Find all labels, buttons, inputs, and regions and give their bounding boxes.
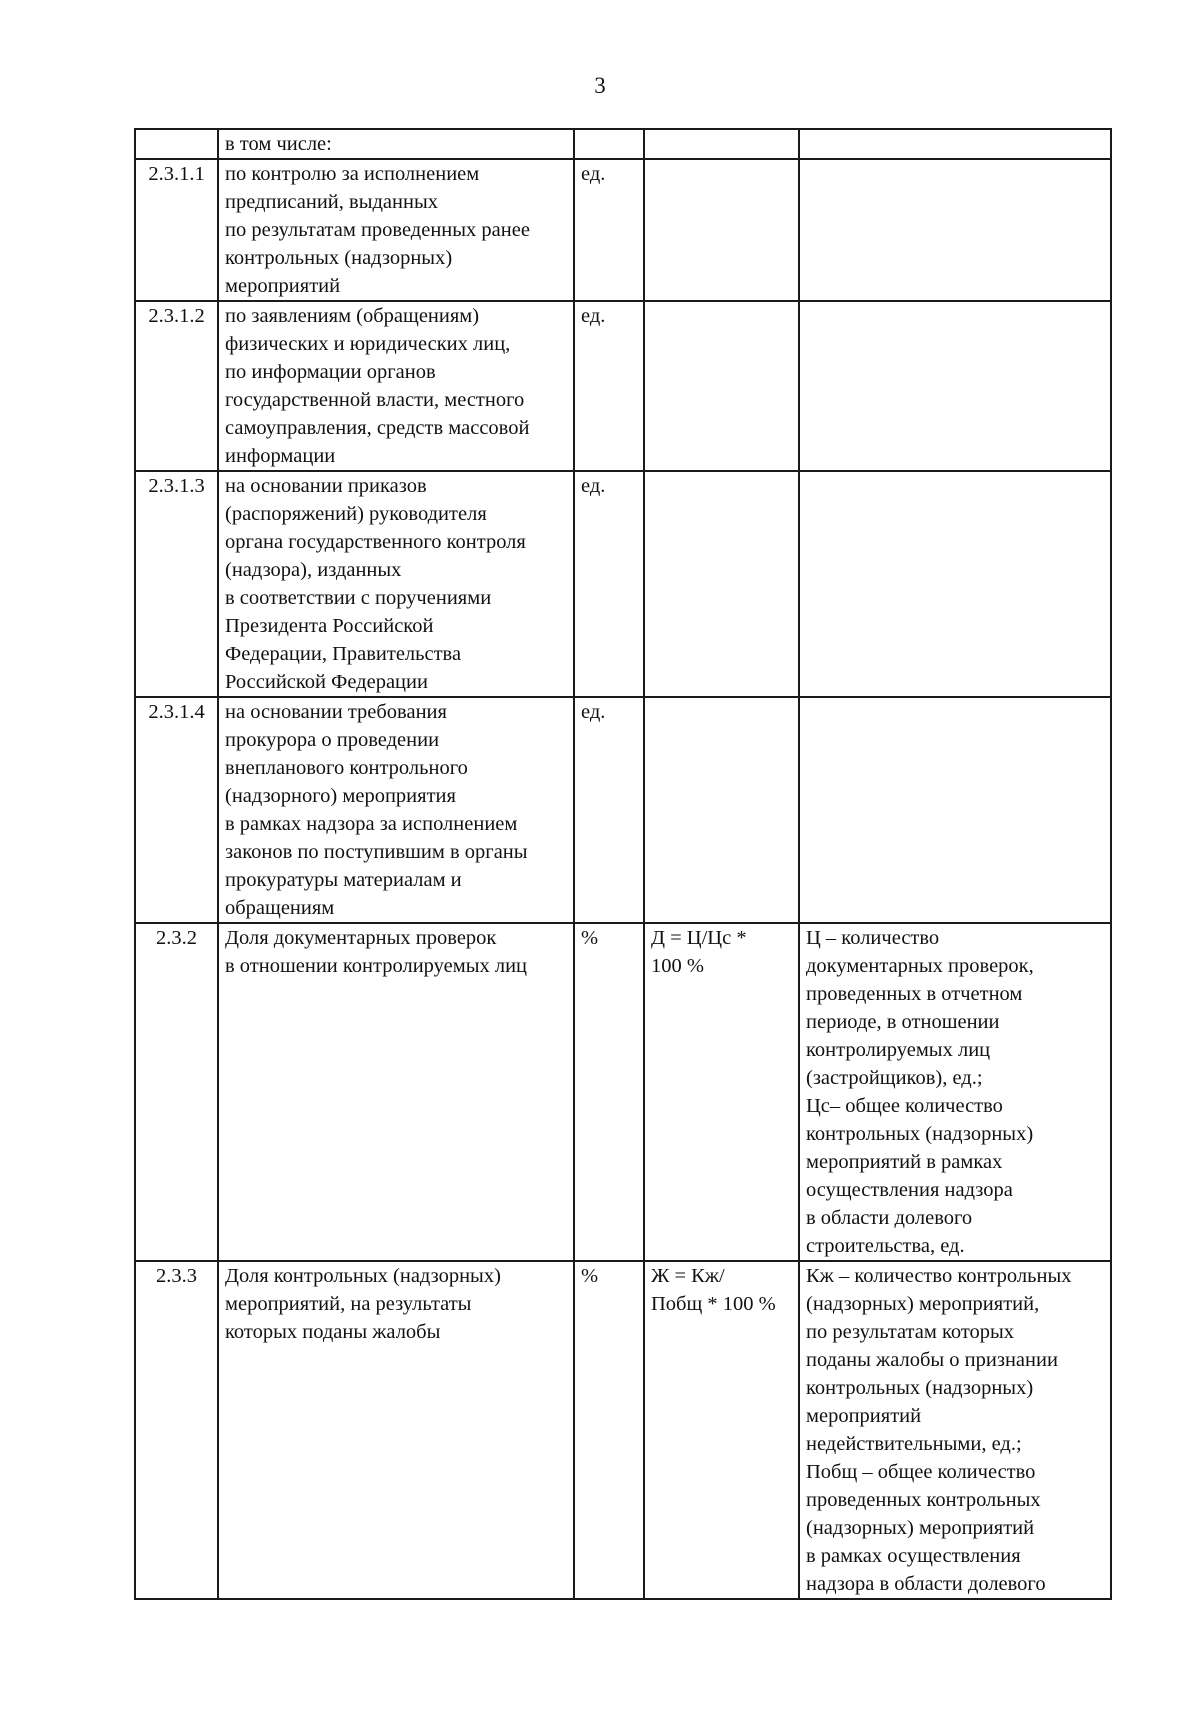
row-number-cell: 2.3.3: [135, 1261, 218, 1599]
table-row: [135, 159, 1111, 301]
formula-cell: Д = Ц/Цс * 100 %: [644, 923, 799, 1261]
unit-cell: ед.: [574, 697, 644, 923]
formula-cell: [644, 159, 799, 301]
page-number: 3: [594, 73, 606, 98]
unit-cell: ед.: [574, 159, 644, 301]
formula-cell: [644, 471, 799, 697]
unit-cell: %: [574, 1261, 644, 1599]
table-row: [135, 923, 1111, 1261]
row-number-cell: 2.3.1.3: [135, 471, 218, 697]
indicator-name-cell: в том числе:: [218, 129, 574, 159]
indicator-name-cell: Доля документарных проверок в отношении контролируемых лиц: [218, 923, 574, 1261]
description-cell: Кж – количество контрольных (надзорных) мероприятий, по результатам которых поданы жалобы о признании контрольных (надзорных) мероприятий недействительными, ед.; Побщ – общее количество проведенных контрольных (надзорных) мероприятий в рамках осуществления надзора в области долевого: [799, 1261, 1111, 1599]
indicator-name-cell: на основании приказов (распоряжений) руководителя органа государственного контроля (надзора), изданных в соответствии с поручениями Президента Российской Федерации, Правительства Российской Федерации: [218, 471, 574, 697]
indicator-name-cell: по контролю за исполнением предписаний, выданных по результатам проведенных ранее контрольных (надзорных) мероприятий: [218, 159, 574, 301]
indicator-name-cell: по заявлениям (обращениям) физических и юридических лиц, по информации органов государственной власти, местного самоуправления, средств массовой информации: [218, 301, 574, 471]
formula-cell: [644, 697, 799, 923]
table-row: [135, 697, 1111, 923]
unit-cell: ед.: [574, 301, 644, 471]
formula-cell: [644, 129, 799, 159]
indicator-name-cell: Доля контрольных (надзорных) мероприятий, на результаты которых поданы жалобы: [218, 1261, 574, 1599]
row-number-cell: 2.3.1.4: [135, 697, 218, 923]
row-number-cell: 2.3.1.1: [135, 159, 218, 301]
description-cell: [799, 697, 1111, 923]
description-cell: Ц – количество документарных проверок, проведенных в отчетном периоде, в отношении контролируемых лиц (застройщиков), ед.; Цс– общее количество контрольных (надзорных) мероприятий в рамках осуществления надзора в области долевого строительства, ед.: [799, 923, 1111, 1261]
table-row: [135, 1261, 1111, 1599]
indicators-table: [134, 128, 1112, 1600]
indicator-name-cell: на основании требования прокурора о проведении внепланового контрольного (надзорного) мероприятия в рамках надзора за исполнением законов по поступившим в органы прокуратуры материалам и обращениям: [218, 697, 574, 923]
table-row: [135, 301, 1111, 471]
formula-cell: [644, 301, 799, 471]
row-number-cell: 2.3.2: [135, 923, 218, 1261]
description-cell: [799, 159, 1111, 301]
row-number-cell: [135, 129, 218, 159]
unit-cell: ед.: [574, 471, 644, 697]
unit-cell: [574, 129, 644, 159]
description-cell: [799, 129, 1111, 159]
unit-cell: %: [574, 923, 644, 1261]
description-cell: [799, 301, 1111, 471]
row-number-cell: 2.3.1.2: [135, 301, 218, 471]
description-cell: [799, 471, 1111, 697]
formula-cell: Ж = Кж/ Побщ * 100 %: [644, 1261, 799, 1599]
table-row: [135, 129, 1111, 159]
table-row: [135, 471, 1111, 697]
